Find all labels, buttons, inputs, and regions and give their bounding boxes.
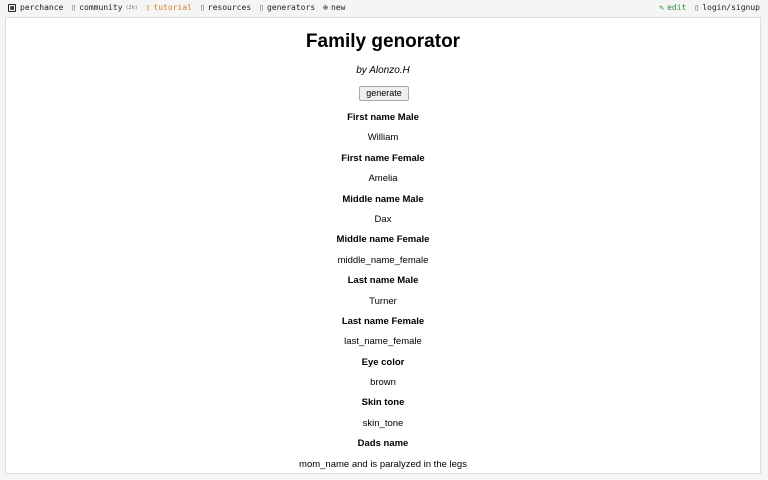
nav-edit-label: edit — [667, 3, 687, 12]
nav-login-label: login/signup — [702, 3, 760, 12]
nav-tutorial-label: tutorial — [153, 3, 192, 12]
field-value: last_name_female — [344, 336, 422, 348]
pencil-icon: ✎ — [659, 3, 665, 12]
page-title: Family genorator — [305, 31, 461, 52]
field-label: Skin tone — [361, 397, 405, 409]
nav-right-group — [659, 0, 760, 16]
plus-circle-icon: ⊕ — [323, 3, 328, 12]
field-label: Middle name Female — [336, 234, 430, 246]
grid-icon: ▯ — [259, 3, 264, 12]
nav-community[interactable] — [71, 0, 137, 16]
field-value: middle_name_female — [337, 254, 429, 266]
top-navigation-bar — [0, 0, 768, 16]
field-value: mom_name and is paralyzed in the legs — [299, 458, 467, 470]
author-byline: by Alonzo.H — [356, 65, 410, 76]
nav-new[interactable] — [323, 0, 345, 16]
field-value: Amelia — [368, 173, 398, 185]
user-icon: ▯ — [694, 3, 700, 12]
field-value: skin_tone — [362, 417, 404, 429]
nav-new-label: new — [330, 3, 346, 12]
chat-icon: ▯ — [71, 3, 77, 12]
nav-resources-label: resources — [207, 3, 252, 12]
nav-perchance[interactable] — [8, 0, 63, 16]
dice-icon — [8, 4, 16, 12]
nav-edit[interactable] — [659, 0, 686, 16]
nav-resources[interactable] — [200, 0, 251, 16]
book-icon: ▯ — [145, 3, 151, 12]
nav-generators-label: generators — [266, 3, 316, 12]
field-value: William — [367, 132, 399, 144]
nav-tutorial[interactable] — [146, 0, 192, 16]
field-value: Dax — [374, 213, 392, 225]
field-value: brown — [370, 377, 396, 389]
nav-perchance-label: perchance — [20, 3, 64, 12]
generate-button[interactable]: generate — [359, 86, 409, 101]
nav-login[interactable] — [694, 0, 760, 16]
field-label: Last name Male — [347, 275, 419, 287]
field-label: Last name Female — [341, 315, 425, 327]
list-icon: ▯ — [199, 3, 205, 12]
nav-community-label: community — [79, 3, 123, 12]
community-badge: (2h) — [125, 5, 138, 11]
fields-list — [6, 108, 760, 474]
nav-generators[interactable] — [259, 0, 315, 16]
field-value: Turner — [369, 295, 397, 307]
field-label: Middle name Male — [342, 193, 424, 205]
field-label: First name Male — [347, 112, 419, 123]
field-label: First name Female — [341, 152, 425, 164]
field-label: Eye color — [361, 356, 405, 368]
nav-left-group — [8, 0, 353, 16]
generator-output-panel — [5, 17, 761, 474]
field-label: Dads name — [357, 438, 409, 450]
